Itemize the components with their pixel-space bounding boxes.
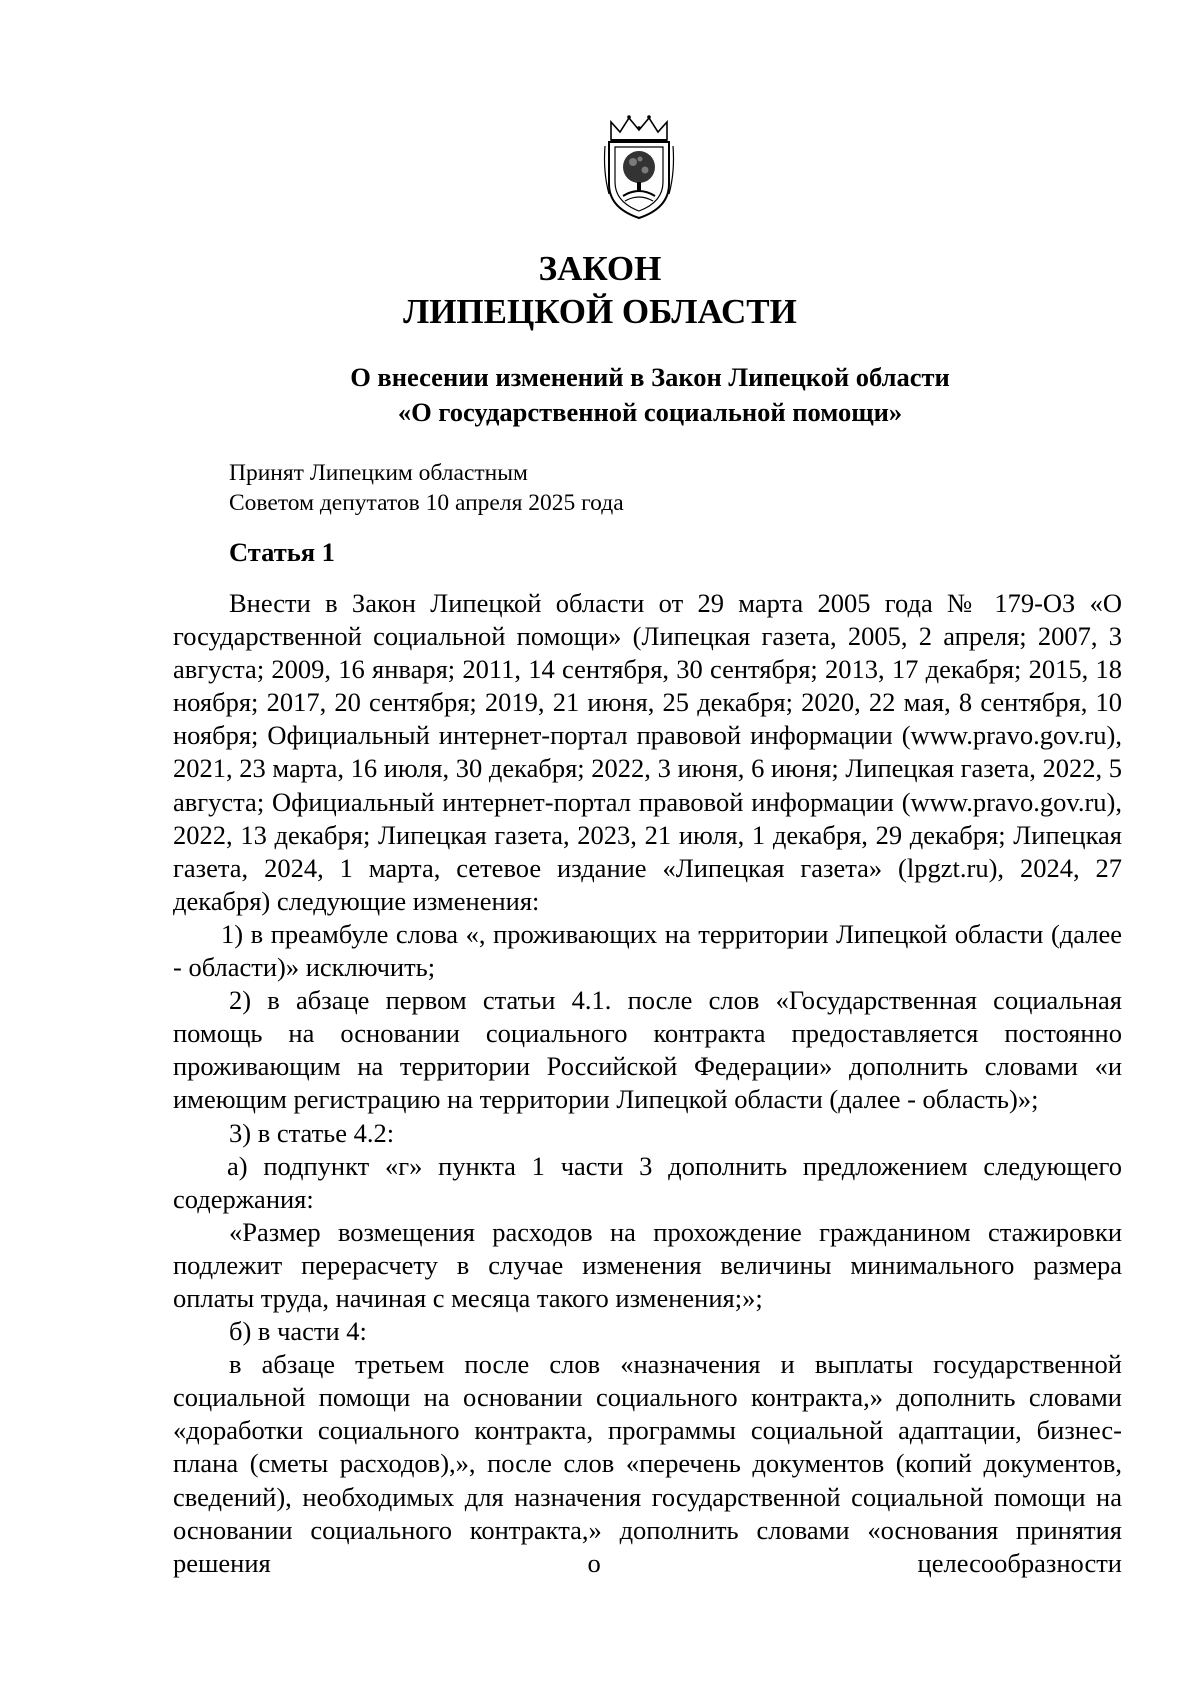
article-paragraph: Внести в Закон Липецкой области от 29 марта 2005 года № 179-ОЗ «О государственной социальной помощи» (Липецкая газета, 2005, 2 апреля; 2007, 3 августа; 2009, 16 января; 2011, 14 сентября, 30 сентября; 2013, 17 декабря; 2015, 18 ноября; 2017, 20 сентября; 2019, 21 июня, 25 декабря; 2020, 22 мая, 8 сентября, 10 ноября; Официальный интернет-портал правовой информации (www.pravo.gov.ru), 2021, 23 марта, 16 июля, 30 декабря; 2022, 3 июня, 6 июня; Липецкая газета, 2022, 5 августа; Официальный интернет-портал правовой информации (www.pravo.gov.ru), 2022, 13 декабря; Липецкая газета, 2023, 21 июля, 1 декабря, 29 декабря; Липецкая газета, 2024, 1 марта, сетевое издание «Липецкая газета» (lpgzt.ru), 2024, 27 декабря) следующие изменения: <box>173 588 1122 916</box>
article-paragraph: в абзаце третьем после слов «назначения и выплаты государственной социальной помощи на основании социального контракта,» дополнить словами «доработки социального контракта, программы социальной адаптации, бизнес-плана (сметы расходов),», после слов «перечень документов (копий документов, сведений), необходимых для назначения государственной социальной помощи на основании социального контракта,» дополнить словами «основания принятия решения о целесообразности <box>173 1349 1122 1578</box>
adoption-line-2: Советом депутатов 10 апреля 2025 года <box>229 490 624 516</box>
law-subtitle <box>170 360 1130 430</box>
article-paragraph: б) в части 4: <box>229 1316 367 1347</box>
subtitle-line-1: О внесении изменений в Закон Липецкой области <box>350 362 950 392</box>
article-paragraph: 2) в абзаце первом статьи 4.1. после слов «Государственная социальная помощь на основании социального контракта предоставляется постоянно проживающим на территории Российской Федерации» дополнить словами «и имеющим регистрацию на территории Липецкой области (далее - область)»; <box>173 985 1122 1115</box>
law-title: ЗАКОН <box>538 249 662 288</box>
article-paragraph: 3) в статье 4.2: <box>229 1117 395 1148</box>
law-region-title: ЛИПЕЦКОЙ ОБЛАСТИ <box>403 292 797 331</box>
article-heading: Статья 1 <box>229 537 335 567</box>
article-body <box>173 587 1122 1580</box>
article-paragraph: 1) в преамбуле слова «, проживающих на территории Липецкой области (далее - области)» исключить; <box>173 918 1122 983</box>
article-paragraph: а) подпункт «г» пункта 1 части 3 дополнить предложением следующего содержания: <box>173 1150 1122 1214</box>
article-paragraph: «Размер возмещения расходов на прохождение гражданином стажировки подлежит перерасчету в случае изменения величины минимального размера оплаты труда, начиная с месяца такого изменения;»; <box>173 1216 1122 1313</box>
adoption-line-1: Принят Липецким областным <box>229 460 528 486</box>
subtitle-line-2: «О государственной социальной помощи» <box>397 397 903 427</box>
adoption-note <box>229 458 624 518</box>
coat-of-arms-emblem <box>601 112 677 222</box>
